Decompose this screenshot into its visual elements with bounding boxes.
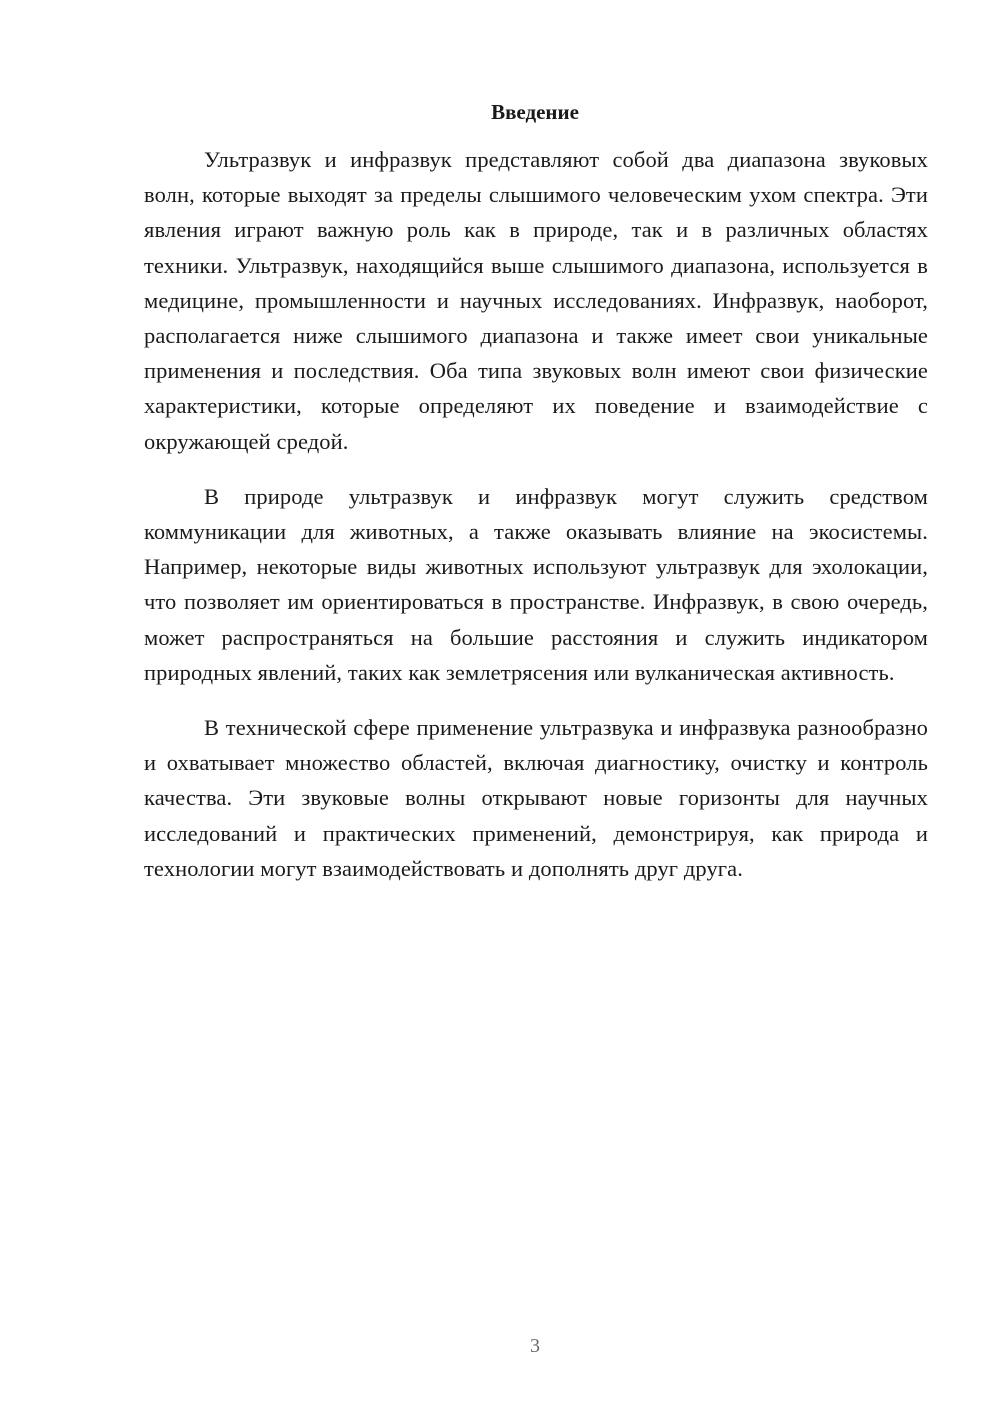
paragraph-1: Ультразвук и инфразвук представляют собой два диапазона звуковых волн, которые выходят за пределы слышимого человеческим ухом спектра. Эти явления играют важную роль как в природе, так и в различных областях техники. Ультразвук, находящийся выше слышимого диапазона, используется в медицине, промышленности и научных исследованиях. Инфразвук, наоборот, располагается ниже слышимого диапазона и также имеет свои уникальные применения и последствия. Оба типа звуковых волн имеют свои физические характеристики, которые определяют их поведение и взаимодействие с окружающей средой.: [144, 147, 928, 454]
body-text: [144, 142, 928, 906]
section-heading: Введение: [491, 100, 579, 124]
page-number: 3: [530, 1335, 540, 1357]
paragraph-2: В природе ультразвук и инфразвук могут служить средством коммуникации для животных, а также оказывать влияние на экосистемы. Например, некоторые виды животных используют ультразвук для эхолокации, что позволяет им ориентироваться в пространстве. Инфразвук, в свою очередь, может распространяться на большие расстояния и служить индикатором природных явлений, таких как землетрясения или вулканическая активность.: [144, 483, 928, 685]
paragraph-3: В технической сфере применение ультразвука и инфразвука разнообразно и охватывает множество областей, включая диагностику, очистку и контроль качества. Эти звуковые волны открывают новые горизонты для научных исследований и практических применений, демонстрируя, как природа и технологии могут взаимодействовать и дополнять друг друга.: [144, 715, 928, 881]
